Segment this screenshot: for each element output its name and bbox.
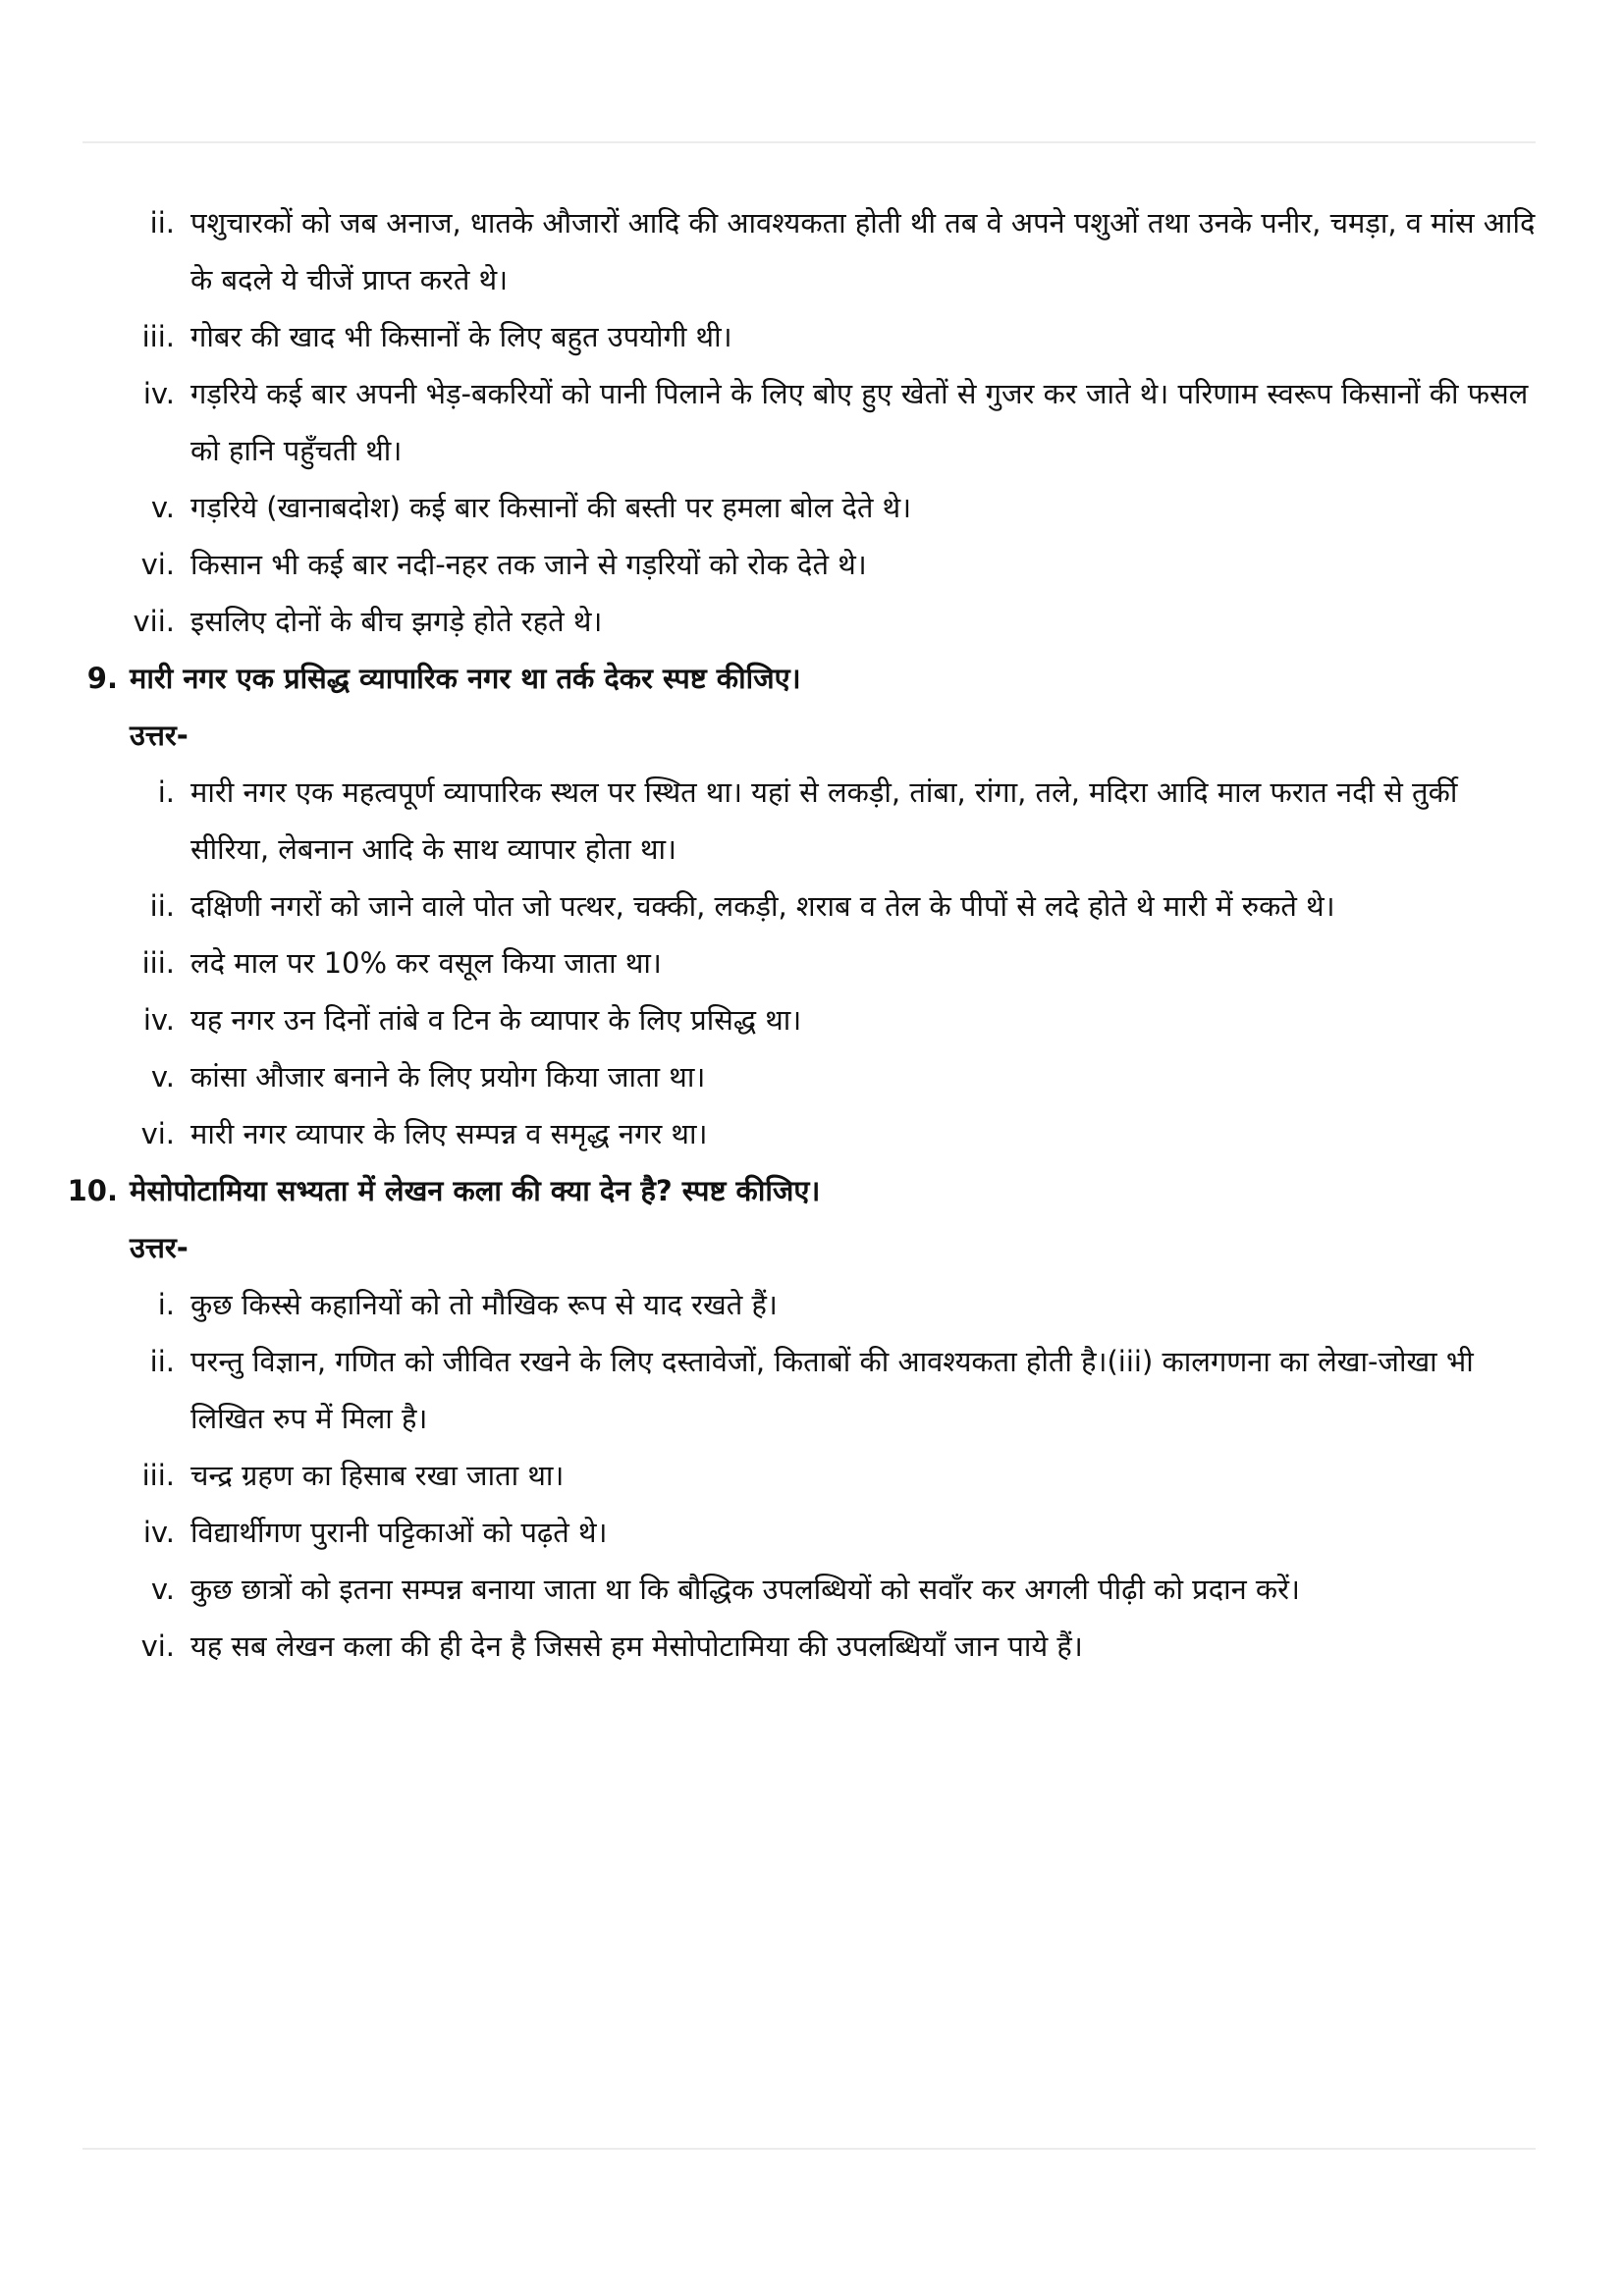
answer-label: उत्तर- bbox=[130, 1231, 189, 1264]
item-number: iii. bbox=[141, 320, 175, 353]
list-item bbox=[0, 536, 1623, 593]
list-item bbox=[0, 1048, 1623, 1105]
item-number: iii. bbox=[141, 1459, 175, 1492]
list-item bbox=[0, 1105, 1623, 1162]
item-text: गोबर की खाद भी किसानों के लिए बहुत उपयोगी थी। bbox=[190, 320, 732, 353]
question-number: 10. bbox=[67, 1174, 118, 1207]
list-item bbox=[0, 593, 1623, 650]
item-number: vi. bbox=[140, 548, 175, 581]
item-text: गड़रिये (खानाबदोश) कई बार किसानों की बस्ती पर हमला बोल देते थे। bbox=[190, 491, 912, 524]
item-text: विद्यार्थीगण पुरानी पट्टिकाओं को पढ़ते थे। bbox=[190, 1516, 608, 1549]
item-number: ii. bbox=[149, 889, 175, 923]
item-text: कांसा औजार बनाने के लिए प्रयोग किया जाता था। bbox=[190, 1060, 706, 1094]
item-text: मारी नगर एक महत्वपूर्ण व्यापारिक स्थल पर स्थित था। यहां से लकड़ी, तांबा, रांगा, तले, मदिरा आदि माल फरात नदी से तुर्की सीरिया, लेबनान आदि के साथ व्यापार होता था। bbox=[190, 775, 1458, 866]
footer-divider bbox=[82, 2148, 1536, 2150]
item-text: दक्षिणी नगरों को जाने वाले पोत जो पत्थर, चक्की, लकड़ी, शराब व तेल के पीपों से लदे होते थे मारी में रुकते थे। bbox=[190, 889, 1335, 923]
page-content bbox=[0, 194, 1623, 1675]
list-item bbox=[0, 1276, 1623, 1333]
item-number: iv. bbox=[142, 1003, 175, 1037]
item-number: i. bbox=[157, 775, 175, 809]
list-item bbox=[0, 479, 1623, 536]
question-text: मेसोपोटामिया सभ्यता में लेखन कला की क्या देन है? स्पष्ट कीजिए। bbox=[130, 1174, 821, 1207]
list-item bbox=[0, 1504, 1623, 1561]
item-text: गड़रिये कई बार अपनी भेड़-बकरियों को पानी पिलाने के लिए बोए हुए खेतों से गुजर कर जाते थे। परिणाम स्वरूप किसानों की फसल को हानि पहुँचती थी। bbox=[190, 377, 1529, 467]
item-number: i. bbox=[157, 1288, 175, 1321]
question-number: 9. bbox=[86, 662, 118, 695]
item-text: लदे माल पर 10% कर वसूल किया जाता था। bbox=[190, 946, 662, 980]
list-item bbox=[0, 194, 1623, 308]
item-text: यह सब लेखन कला की ही देन है जिससे हम मेसोपोटामिया की उपलब्धियाँ जान पाये हैं। bbox=[190, 1629, 1083, 1663]
item-text: यह नगर उन दिनों तांबे व टिन के व्यापार के लिए प्रसिद्ध था। bbox=[190, 1003, 802, 1037]
question-10 bbox=[0, 1162, 1623, 1219]
list-item bbox=[0, 878, 1623, 934]
list-item bbox=[0, 1333, 1623, 1447]
item-number: vi. bbox=[140, 1117, 175, 1150]
question-text: मारी नगर एक प्रसिद्ध व्यापारिक नगर था तर्क देकर स्पष्ट कीजिए। bbox=[130, 662, 801, 695]
item-number: iv. bbox=[142, 1516, 175, 1549]
item-text: किसान भी कई बार नदी-नहर तक जाने से गड़रियों को रोक देते थे। bbox=[190, 548, 867, 581]
item-text: इसलिए दोनों के बीच झगड़े होते रहते थे। bbox=[190, 605, 603, 638]
list-item bbox=[0, 1447, 1623, 1504]
item-number: vi. bbox=[140, 1629, 175, 1663]
list-item bbox=[0, 365, 1623, 479]
header-divider bbox=[82, 141, 1536, 143]
item-text: मारी नगर व्यापार के लिए सम्पन्न व समृद्ध नगर था। bbox=[190, 1117, 708, 1150]
list-item bbox=[0, 1561, 1623, 1618]
item-text: कुछ छात्रों को इतना सम्पन्न बनाया जाता था कि बौद्धिक उपलब्धियों को सवाँर कर अगली पीढ़ी को प्रदान करें। bbox=[190, 1573, 1301, 1606]
list-item bbox=[0, 764, 1623, 878]
item-number: ii. bbox=[149, 1345, 175, 1378]
item-text: चन्द्र ग्रहण का हिसाब रखा जाता था। bbox=[190, 1459, 565, 1492]
question-9 bbox=[0, 650, 1623, 707]
item-number: ii. bbox=[149, 206, 175, 240]
item-text: कुछ किस्से कहानियों को तो मौखिक रूप से याद रखते हैं। bbox=[190, 1288, 778, 1321]
list-item bbox=[0, 1618, 1623, 1675]
item-number: iv. bbox=[142, 377, 175, 410]
list-item bbox=[0, 934, 1623, 991]
list-item bbox=[0, 991, 1623, 1048]
item-number: iii. bbox=[141, 946, 175, 980]
item-number: v. bbox=[150, 491, 175, 524]
item-text: पशुचारकों को जब अनाज, धातके औजारों आदि की आवश्यकता होती थी तब वे अपने पशुओं तथा उनके पनीर, चमड़ा, व मांस आदि के बदले ये चीजें प्राप्त करते थे। bbox=[190, 206, 1536, 296]
item-text: परन्तु विज्ञान, गणित को जीवित रखने के लिए दस्तावेजों, किताबों की आवश्यकता होती है।(iii) कालगणना का लेखा-जोखा भी लिखित रुप में मिला है। bbox=[190, 1345, 1474, 1435]
item-number: v. bbox=[150, 1060, 175, 1094]
item-number: v. bbox=[150, 1573, 175, 1606]
item-number: vii. bbox=[133, 605, 175, 638]
answer-label: उत्तर- bbox=[130, 719, 189, 752]
list-item bbox=[0, 308, 1623, 365]
